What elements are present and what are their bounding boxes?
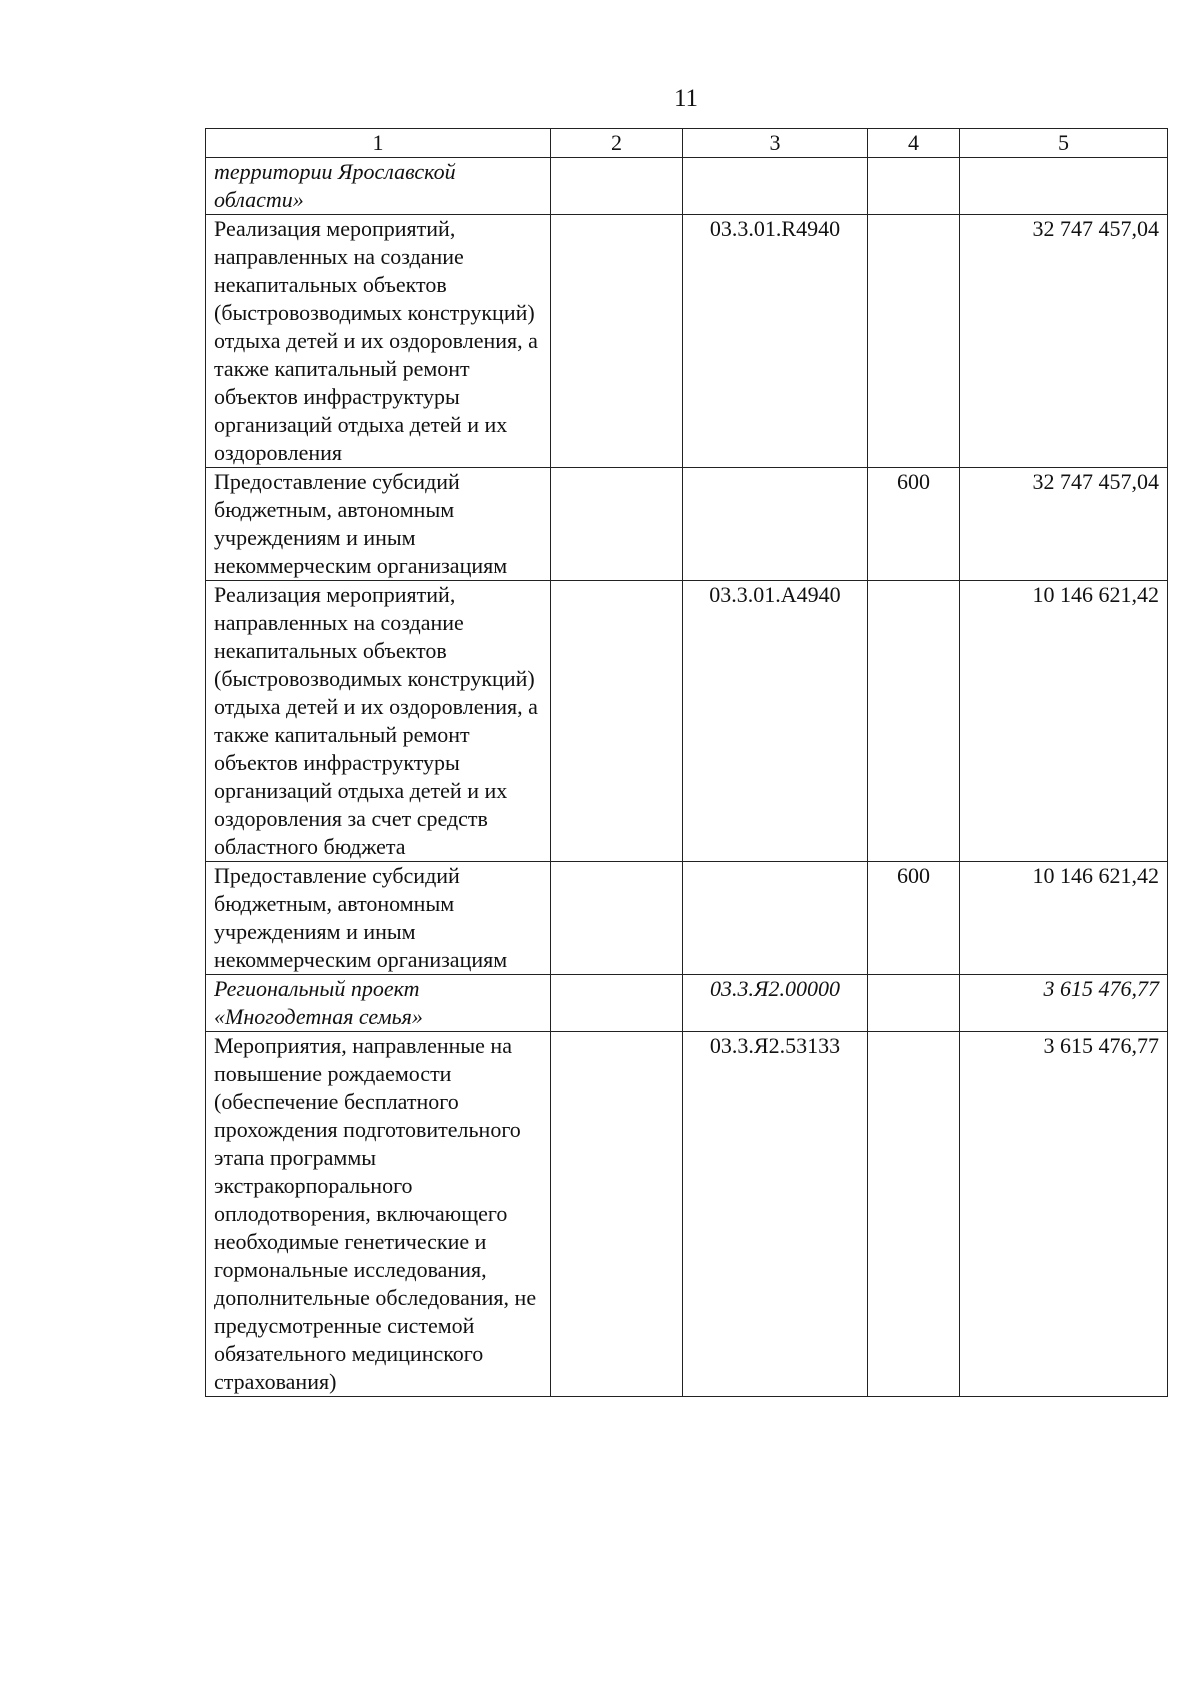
row-code xyxy=(683,862,868,975)
row-col2 xyxy=(551,468,683,581)
page-number: 11 xyxy=(673,85,699,112)
row-sum: 32 747 457,04 xyxy=(960,215,1168,468)
row-sum: 10 146 621,42 xyxy=(960,862,1168,975)
row-col2 xyxy=(551,862,683,975)
row-col2 xyxy=(551,215,683,468)
row-type: 600 xyxy=(868,862,960,975)
row-name: Мероприятия, направленные на повышение рождаемости (обеспечение бесплатного прохождения подготовительного этапа программы экстракорпорального оплодотворения, включающего необходимые генетические и гормональные исследования, дополнительные обследования, не предусмотренные системой обязательного медицинского страхования) xyxy=(206,1032,551,1397)
row-name: Региональный проект «Многодетная семья» xyxy=(206,975,551,1032)
row-type xyxy=(868,215,960,468)
table-row xyxy=(206,975,1168,1032)
row-col2 xyxy=(551,975,683,1032)
column-header-1: 1 xyxy=(206,129,551,158)
row-name: Реализация мероприятий, направленных на создание некапитальных объектов (быстровозводимых конструкций) отдыха детей и их оздоровления, а также капитальный ремонт объектов инфраструктуры организаций отдыха детей и их оздоровления за счет средств областного бюджета xyxy=(206,581,551,862)
row-code: 03.3.Я2.00000 xyxy=(683,975,868,1032)
column-header-5: 5 xyxy=(960,129,1168,158)
column-header-3: 3 xyxy=(683,129,868,158)
row-col2 xyxy=(551,581,683,862)
table-header-row xyxy=(206,129,1168,158)
column-header-4: 4 xyxy=(868,129,960,158)
row-type xyxy=(868,975,960,1032)
row-name: Предоставление субсидий бюджетным, автономным учреждениям и иным некоммерческим организациям xyxy=(206,862,551,975)
row-col2 xyxy=(551,1032,683,1397)
row-sum: 3 615 476,77 xyxy=(960,1032,1168,1397)
table-row xyxy=(206,581,1168,862)
row-code xyxy=(683,468,868,581)
table-row xyxy=(206,215,1168,468)
row-code: 03.3.01.А4940 xyxy=(683,581,868,862)
column-header-2: 2 xyxy=(551,129,683,158)
row-name: Предоставление субсидий бюджетным, автономным учреждениям и иным некоммерческим организациям xyxy=(206,468,551,581)
row-type xyxy=(868,581,960,862)
row-name: Реализация мероприятий, направленных на создание некапитальных объектов (быстровозводимых конструкций) отдыха детей и их оздоровления, а также капитальный ремонт объектов инфраструктуры организаций отдыха детей и их оздоровления xyxy=(206,215,551,468)
table-row xyxy=(206,468,1168,581)
row-name: территории Ярославской области» xyxy=(206,158,551,215)
row-sum: 3 615 476,77 xyxy=(960,975,1168,1032)
row-col2 xyxy=(551,158,683,215)
row-sum xyxy=(960,158,1168,215)
table-row xyxy=(206,862,1168,975)
row-code: 03.3.Я2.53133 xyxy=(683,1032,868,1397)
table-row xyxy=(206,1032,1168,1397)
row-code: 03.3.01.R4940 xyxy=(683,215,868,468)
row-type xyxy=(868,158,960,215)
row-type xyxy=(868,1032,960,1397)
row-sum: 32 747 457,04 xyxy=(960,468,1168,581)
row-code xyxy=(683,158,868,215)
table-row xyxy=(206,158,1168,215)
row-sum: 10 146 621,42 xyxy=(960,581,1168,862)
row-type: 600 xyxy=(868,468,960,581)
budget-table xyxy=(205,128,1168,1397)
